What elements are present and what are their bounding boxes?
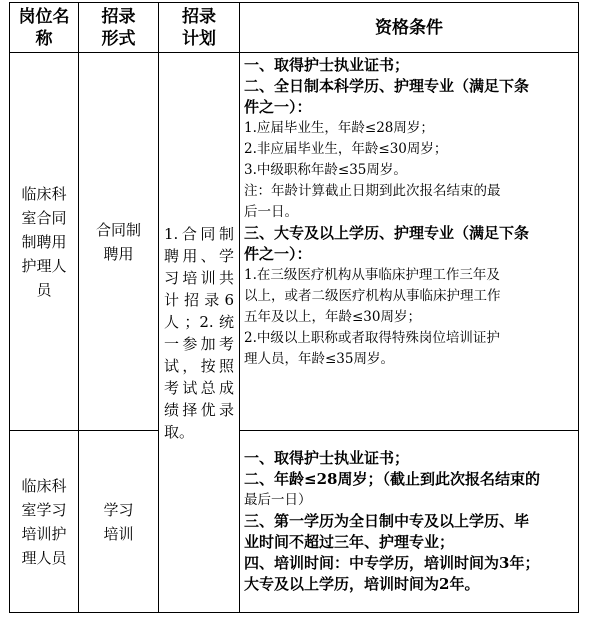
header-position-line2: 称 [35,28,53,49]
position-cell [10,431,79,613]
qualification-line: 最后一日） [244,492,312,508]
form-cell [79,53,159,431]
plan-cell: 1.合同制聘用、学习培训共计招录6人；2.统一参加考试，按照考试总成绩择优录取。 [159,53,240,613]
header-row [10,3,579,53]
qualification-line: 注：年龄计算截止日期到此次报名结束的最 [244,183,501,199]
position-line: 制聘用 [21,232,67,251]
qualification-line: 大专及以上学历，培训时间为2年。 [244,575,480,593]
qualification-line: 1.应届毕业生，年龄≤28周岁； [244,120,434,136]
qualification-list [244,55,574,370]
header-form [79,3,159,53]
qualification-line: 四、培训时间：中专学历，培训时间为3年； [244,554,540,572]
form-line: 合同制 [95,220,141,239]
header-plan-line1: 招录 [182,6,216,27]
qualification-list [244,448,574,595]
qualification-line: 2.非应届毕业生，年龄≤30周岁； [244,141,448,157]
header-qualification: 资格条件 [240,3,579,53]
qualification-line: 业时间不超过三年、护理专业； [244,533,455,551]
qualification-line: 件之一）： [244,98,312,116]
position-line: 护理人 [21,256,67,275]
position-cell [10,53,79,431]
qualification-line: 三、第一学历为全日制中专及以上学历、毕 [244,512,530,530]
header-position-line1: 岗位名 [18,6,70,27]
qualification-line: 以上，或者二级医疗机构从事临床护理工作 [244,288,501,304]
table-row [10,53,579,431]
header-form-line2: 形式 [101,28,136,49]
qualification-line: 后一日。 [244,204,298,220]
header-position [10,3,79,53]
form-line: 培训 [103,524,134,543]
qualification-line: 理人员，年龄≤35周岁。 [244,351,394,367]
qualification-line: 3.中级职称年龄≤35周岁。 [244,162,407,178]
position-line: 员 [36,280,52,299]
header-plan [159,3,240,53]
qualification-line: 二、年龄≤28周岁；（截止到此次报名结束的 [244,470,540,488]
form-line: 学习 [103,500,134,519]
position-line: 理人员 [21,548,67,567]
position-line: 室合同 [21,208,67,227]
qualification-line: 件之一）： [244,245,312,263]
header-form-line1: 招录 [101,6,136,27]
qualification-cell [240,53,579,431]
table-row [10,431,579,613]
position-line: 临床科 [21,184,67,203]
qualification-line: 二、全日制本科学历、护理专业（满足下条 [244,77,530,95]
qualification-cell [240,431,579,613]
form-cell [79,431,159,613]
position-line: 培训护 [21,524,67,543]
position-line: 室学习 [21,500,67,519]
qualification-line: 三、大专及以上学历、护理专业（满足下条 [244,224,530,242]
qualification-line: 一、取得护士执业证书； [244,449,410,467]
qualification-line: 1.在三级医疗机构从事临床护理工作三年及 [244,267,500,283]
form-line: 聘用 [103,244,134,263]
qualification-line: 一、取得护士执业证书； [244,56,410,74]
qualification-line: 五年及以上，年龄≤30周岁； [244,309,421,325]
position-line: 临床科 [21,476,67,495]
header-plan-line2: 计划 [182,28,216,49]
recruitment-table [9,2,579,613]
qualification-line: 2.中级以上职称或者取得特殊岗位培训证护 [244,330,500,346]
